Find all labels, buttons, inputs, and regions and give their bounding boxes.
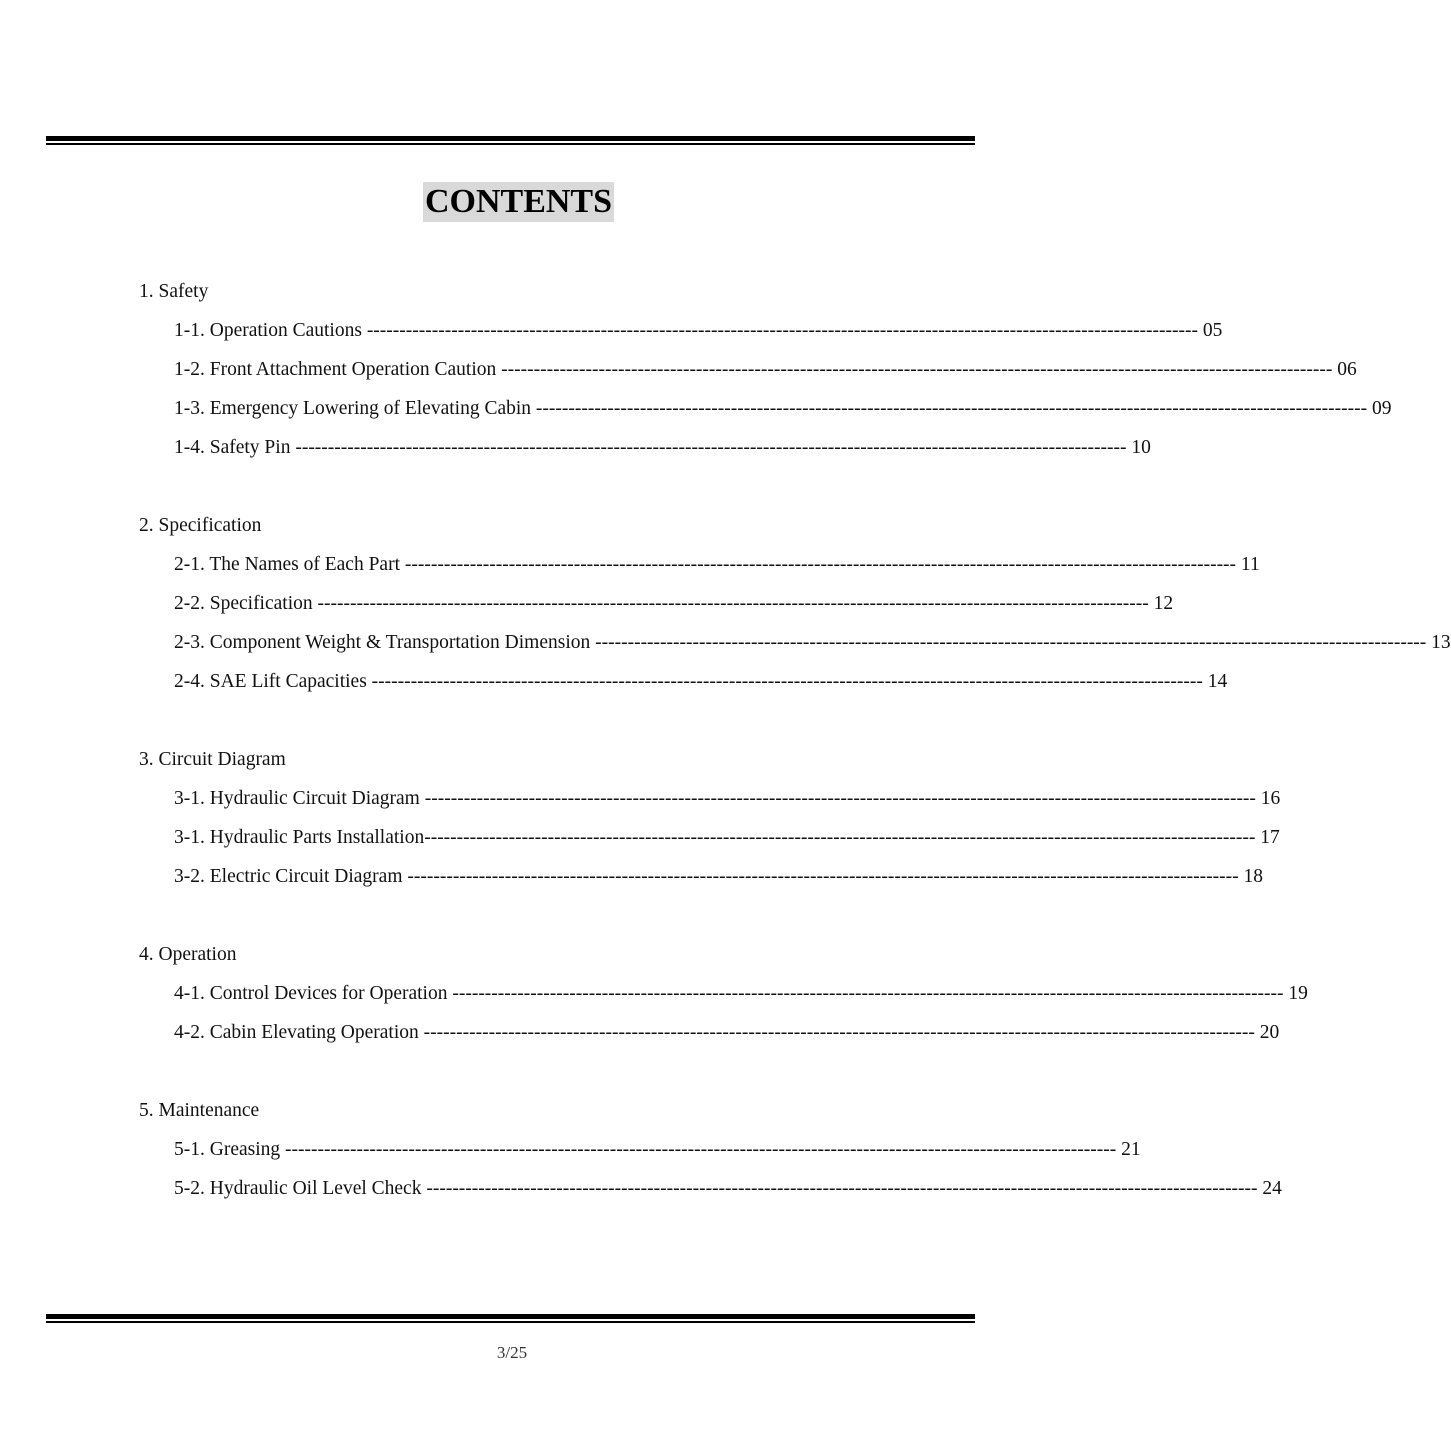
toc-section-operation: [139, 941, 1308, 1058]
toc-entry[interactable]: [139, 785, 1281, 824]
toc-section-specification: [139, 512, 1451, 707]
page-title: CONTENTS: [424, 183, 613, 220]
toc-entry[interactable]: [139, 356, 1357, 395]
toc-entry[interactable]: [139, 668, 1228, 707]
toc-entry[interactable]: [139, 629, 1451, 668]
dot-leader: [426, 1178, 1257, 1199]
dot-leader: [318, 593, 1149, 614]
toc-entry-page: 24: [1262, 1178, 1282, 1199]
toc-entry-page: 09: [1371, 398, 1392, 419]
toc-entry-label: 2-1. The Names of Each Part: [174, 554, 400, 575]
toc-entry-label: 3-1. Hydraulic Parts Installation: [174, 827, 425, 848]
top-divider-thin-line: [46, 143, 975, 145]
toc-entry-page: 20: [1259, 1022, 1280, 1043]
toc-entry[interactable]: [139, 590, 1174, 629]
toc-entry-page: 21: [1121, 1139, 1141, 1160]
toc-entry-page: 05: [1202, 320, 1223, 341]
toc-entry-label: 5-2. Hydraulic Oil Level Check: [174, 1178, 422, 1199]
table-of-contents: [139, 278, 1451, 1253]
toc-entry-label: 3-1. Hydraulic Circuit Diagram: [174, 788, 420, 809]
toc-entry[interactable]: [139, 824, 1280, 863]
bottom-divider-thin-line: [46, 1321, 975, 1323]
top-divider-thick-line: [46, 136, 975, 141]
toc-entry-label: 1-3. Emergency Lowering of Elevating Cabin: [174, 398, 532, 419]
bottom-divider-thick-line: [46, 1314, 975, 1319]
toc-entry-label: 2-3. Component Weight & Transportation Dimension: [174, 632, 591, 653]
dot-leader: [405, 554, 1236, 575]
dot-leader: [452, 983, 1283, 1004]
toc-entry-label: 4-1. Control Devices for Operation: [174, 983, 448, 1004]
bottom-divider: [46, 1314, 975, 1323]
dot-leader: [536, 398, 1367, 419]
toc-entry[interactable]: [139, 317, 1223, 356]
dot-leader: [424, 1022, 1255, 1043]
toc-section-title: 3. Circuit Diagram: [139, 749, 286, 770]
top-divider: [46, 136, 975, 145]
toc-entry-page: 17: [1260, 827, 1280, 848]
dot-leader: [372, 671, 1203, 692]
toc-section-title: 1. Safety: [139, 281, 209, 302]
dot-leader: [295, 437, 1126, 458]
toc-entry-page: 14: [1207, 671, 1228, 692]
dot-leader: [595, 632, 1426, 653]
page-number: 3/25: [496, 1343, 528, 1362]
toc-entry-label: 4-2. Cabin Elevating Operation: [174, 1022, 419, 1043]
title-area: [0, 182, 1024, 222]
toc-entry-page: 12: [1153, 593, 1174, 614]
dot-leader: [285, 1139, 1116, 1160]
dot-leader: [424, 827, 1255, 848]
toc-entry[interactable]: [139, 395, 1392, 434]
toc-entry-page: 10: [1131, 437, 1151, 458]
toc-entry[interactable]: [139, 434, 1151, 473]
toc-entry-page: 19: [1288, 983, 1308, 1004]
toc-entry[interactable]: [139, 551, 1260, 590]
toc-entry[interactable]: [139, 1175, 1282, 1214]
toc-section-title: 4. Operation: [139, 944, 237, 965]
toc-section-circuit-diagram: [139, 746, 1281, 902]
toc-entry-label: 3-2. Electric Circuit Diagram: [174, 866, 403, 887]
toc-entry[interactable]: [139, 980, 1308, 1019]
toc-entry-label: 2-4. SAE Lift Capacities: [174, 671, 367, 692]
toc-section-title: 5. Maintenance: [139, 1100, 260, 1121]
toc-section-title: 2. Specification: [139, 515, 262, 536]
toc-entry-label: 2-2. Specification: [174, 593, 313, 614]
toc-entry-page: 13: [1431, 632, 1451, 653]
toc-entry-label: 5-1. Greasing: [174, 1139, 281, 1160]
toc-entry-page: 11: [1240, 554, 1260, 575]
toc-entry-label: 1-4. Safety Pin: [174, 437, 291, 458]
toc-entry-label: 1-1. Operation Cautions: [174, 320, 362, 341]
toc-section-maintenance: [139, 1097, 1282, 1214]
toc-entry[interactable]: [139, 1136, 1141, 1175]
toc-entry[interactable]: [139, 863, 1263, 902]
toc-entry-page: 18: [1243, 866, 1263, 887]
dot-leader: [425, 788, 1256, 809]
dot-leader: [407, 866, 1238, 887]
toc-entry-page: 06: [1337, 359, 1357, 380]
toc-section-safety: [139, 278, 1392, 473]
toc-entry-label: 1-2. Front Attachment Operation Caution: [174, 359, 497, 380]
toc-entry[interactable]: [139, 1019, 1280, 1058]
dot-leader: [367, 320, 1198, 341]
dot-leader: [501, 359, 1332, 380]
toc-entry-page: 16: [1260, 788, 1281, 809]
